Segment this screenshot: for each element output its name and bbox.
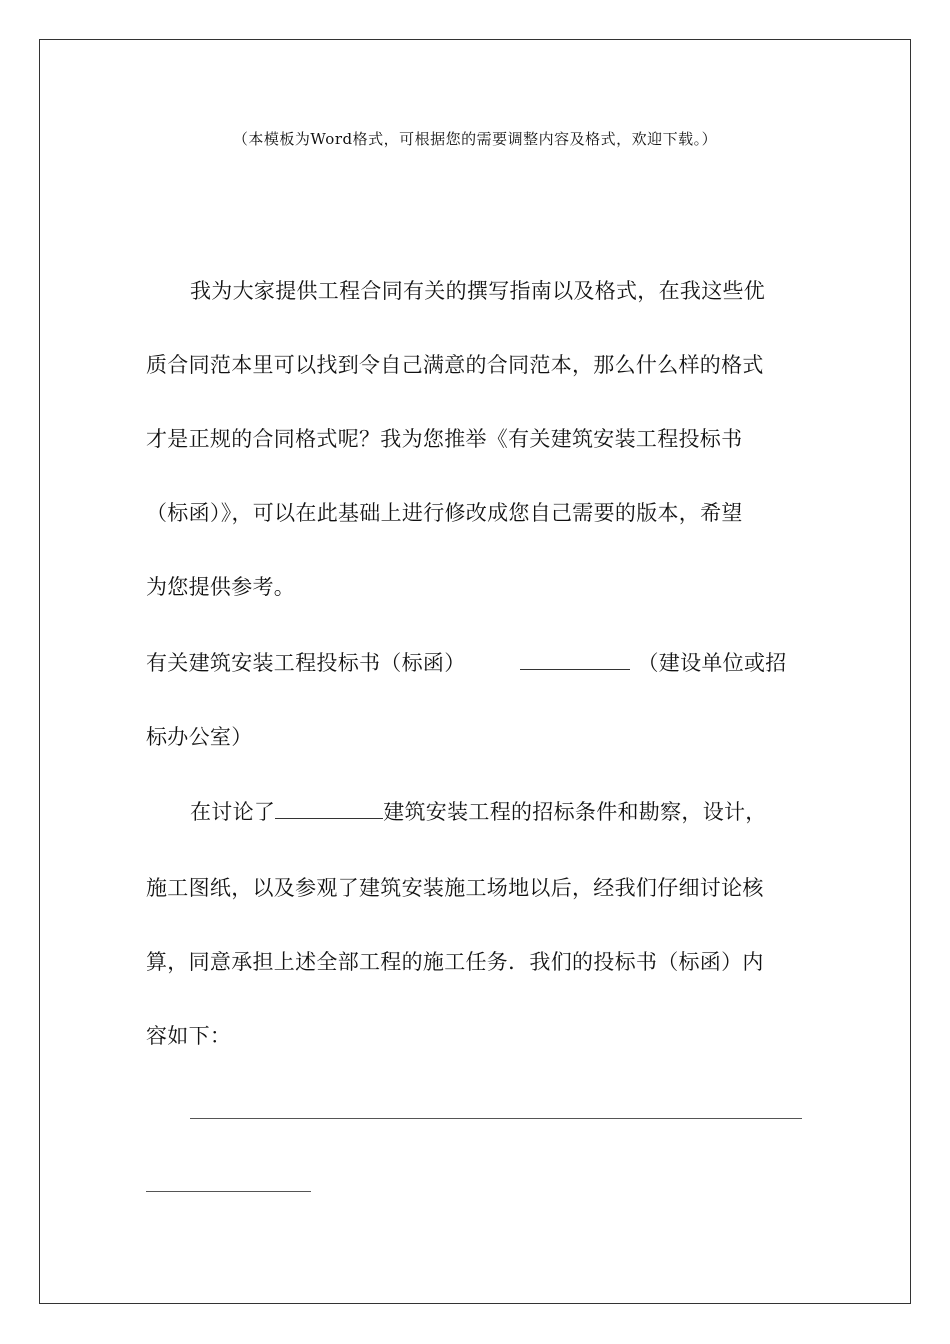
project-name-blank (275, 798, 383, 819)
body-line-1 (190, 796, 800, 826)
body-suffix: 建筑安装工程的招标条件和勘察，设计， (383, 800, 767, 824)
document-title-line (146, 647, 796, 677)
body-prefix: 在讨论了 (190, 800, 276, 824)
intro-line-3: 才是正规的合同格式呢？我为您推举《有关建筑安装工程投标书 (146, 427, 743, 451)
intro-line-2: 质合同范本里可以找到令自己满意的合同范本，那么什么样的格式 (146, 353, 764, 377)
content-fill-line-1 (190, 1118, 802, 1119)
body-line-2: 施工图纸，以及参观了建筑安装施工场地以后，经我们仔细讨论核 (146, 876, 764, 900)
body-line-3: 算，同意承担上述全部工程的施工任务．我们的投标书（标函）内 (146, 950, 764, 974)
template-note: （本模板为Word格式，可根据您的需要调整内容及格式，欢迎下载。） (232, 130, 718, 148)
recipient-blank (520, 649, 630, 670)
intro-line-4: （标函）》，可以在此基础上进行修改成您自己需要的版本，希望 (146, 501, 743, 525)
recipient-label: （建设单位或招 (637, 651, 787, 675)
document-title: 有关建筑安装工程投标书（标函） (146, 651, 466, 675)
intro-line-5: 为您提供参考。 (146, 575, 296, 599)
content-fill-line-2 (146, 1191, 311, 1192)
intro-line-1: 我为大家提供工程合同有关的撰写指南以及格式，在我这些优 (190, 279, 766, 303)
recipient-line-2: 标办公室） (146, 725, 253, 749)
body-line-4: 容如下： (146, 1024, 232, 1048)
